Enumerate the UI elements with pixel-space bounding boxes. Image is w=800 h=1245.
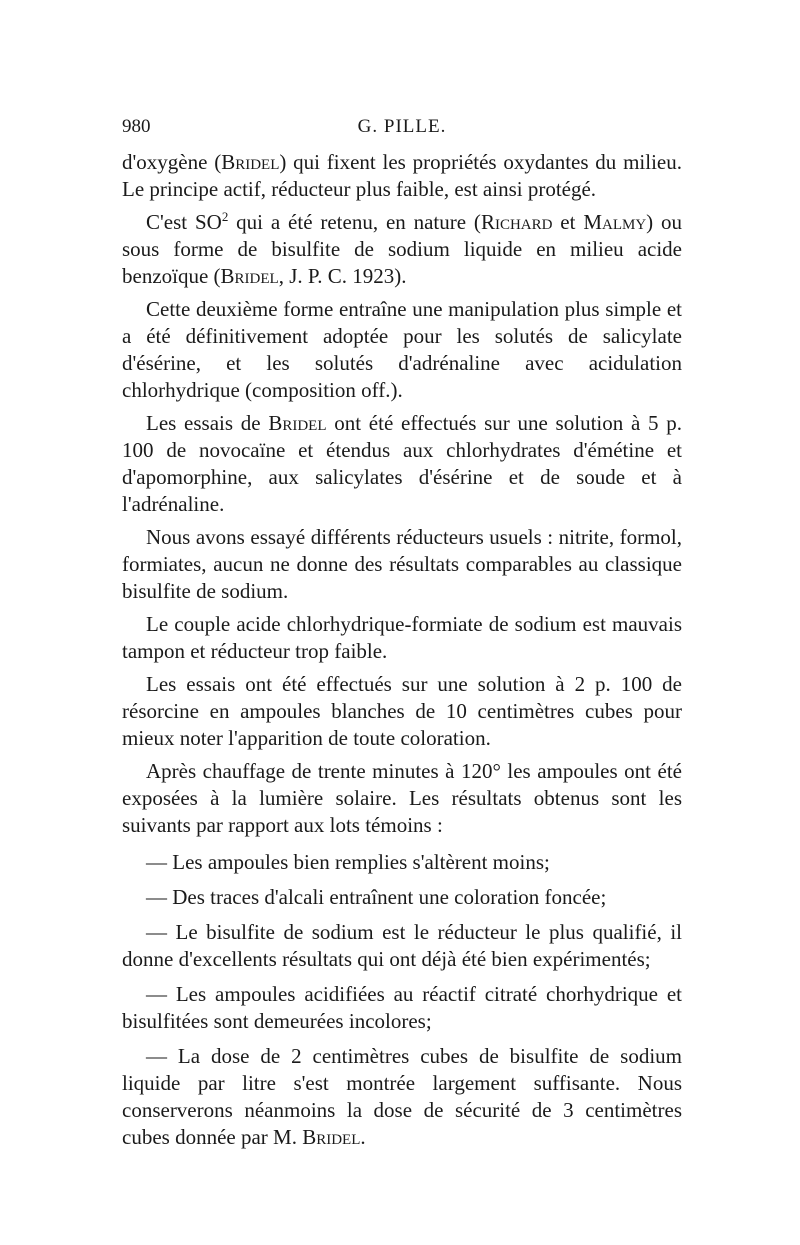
text-run: Les essais de: [146, 411, 269, 435]
paragraph-5: Nous avons essayé différents réducteurs usuels : nitrite, formol, formiates, aucun ne donne des résultats comparables au classique bisulfite de sodium.: [122, 525, 682, 603]
list-item: [122, 1043, 682, 1151]
text-run: et: [552, 210, 584, 234]
author-name: Malmy: [583, 210, 647, 234]
text-run: ont été effectués sur une solution à 5 p. 100 de novocaïne et étendus aux chlorhydrates d'émétine et d'apomorphine, aux salicylates d'ésérine et de soude et à l'adrénaline.: [122, 411, 682, 516]
list-item: — Les ampoules acidifiées au réactif citraté chorhydrique et bisulfitées sont demeurées incolores;: [122, 982, 682, 1033]
page-header: [122, 116, 682, 146]
text-body: [122, 149, 682, 1159]
page-number: 980: [122, 116, 151, 137]
text-run: qui a été retenu, en nature (: [228, 210, 481, 234]
text-run: ) ou sous forme de bisulfite de sodium liquide en milieu acide benzoïque (: [122, 210, 683, 288]
text-run: d'oxygène (: [122, 150, 222, 174]
text-run: , J. P. C. 1923).: [278, 264, 407, 288]
author-name: Richard: [480, 210, 553, 234]
paragraph-7: Les essais ont été effectués sur une solution à 2 p. 100 de résorcine en ampoules blanches de 10 centimètres cubes pour mieux noter l'apparition de toute coloration.: [122, 672, 682, 750]
superscript: 2: [221, 209, 229, 224]
paragraph-8: Après chauffage de trente minutes à 120° les ampoules ont été exposées à la lumière solaire. Les résultats obtenus sont les suivants par rapport aux lots témoins :: [122, 759, 682, 837]
text-run: C'est SO: [146, 210, 222, 234]
results-list: [122, 849, 682, 1151]
paragraph-3: Cette deuxième forme entraîne une manipulation plus simple et a été définitivement adoptée pour les solutés de salicylate d'ésérine, et les solutés d'adrénaline avec acidulation chlorhydrique (composition off.).: [122, 297, 682, 402]
paragraph-2: [122, 209, 682, 290]
paragraph-4: [122, 410, 682, 518]
running-head: G. PILLE.: [357, 116, 447, 137]
author-name: Bridel: [220, 264, 279, 288]
text-run: ) qui fixent les propriétés oxydantes du milieu. Le principe actif, réducteur plus faible, est ainsi protégé.: [122, 150, 682, 201]
list-item: — Le bisulfite de sodium est le réducteur le plus qualifié, il donne d'excellents résultats qui ont déjà été bien expérimentés;: [122, 920, 682, 971]
author-name: Bridel: [302, 1125, 361, 1149]
author-name: Bridel: [221, 150, 280, 174]
author-name: Bridel: [268, 411, 327, 435]
text-run: .: [360, 1125, 366, 1149]
list-item: — Des traces d'alcali entraînent une coloration foncée;: [146, 885, 607, 909]
text-run: — La dose de 2 centimètres cubes de bisulfite de sodium liquide par litre s'est montrée largement suffisante. Nous conserverons néanmoins la dose de sécurité de 3 centimètres cubes donnée par M.: [122, 1044, 682, 1149]
list-item: — Les ampoules bien remplies s'altèrent moins;: [146, 850, 550, 874]
paragraph-6: Le couple acide chlorhydrique-formiate de sodium est mauvais tampon et réducteur trop faible.: [122, 612, 682, 663]
paragraph-1: [122, 149, 682, 203]
